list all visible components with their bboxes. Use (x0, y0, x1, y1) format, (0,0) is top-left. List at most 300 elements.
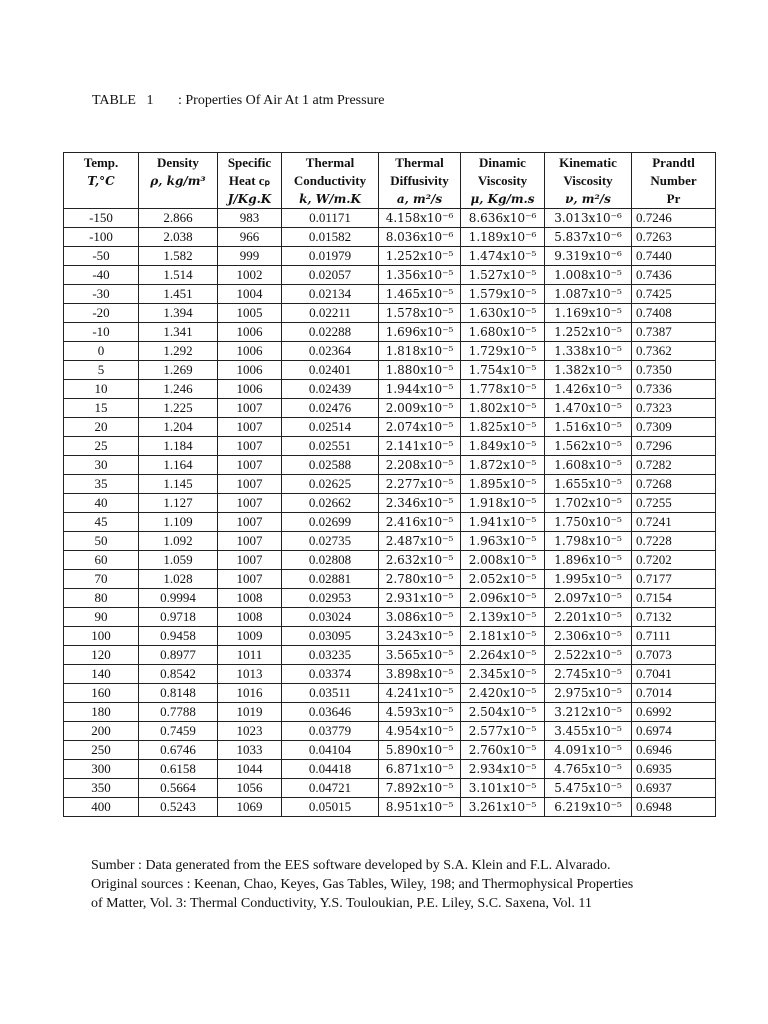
table-row (64, 285, 716, 304)
table-cell: 0.02401 (282, 361, 379, 380)
table-cell: 1.225 (139, 399, 218, 418)
table-cell: 1.696x10⁻⁵ (379, 323, 461, 342)
table-cell: 1008 (218, 608, 282, 627)
table-cell: 0.04104 (282, 741, 379, 760)
table-row (64, 399, 716, 418)
table-cell: 1.963x10⁻⁵ (461, 532, 545, 551)
table-row (64, 608, 716, 627)
header-line: Dinamic (479, 155, 526, 170)
table-row (64, 418, 716, 437)
table-cell: -50 (64, 247, 139, 266)
table-cell: 1007 (218, 494, 282, 513)
header-line: Conductivity (293, 173, 367, 188)
table-cell: 0.7132 (632, 608, 716, 627)
table-cell: 2.420x10⁻⁵ (461, 684, 545, 703)
table-cell: 0.9718 (139, 608, 218, 627)
table-cell: 0.6937 (632, 779, 716, 798)
table-cell: 0.5664 (139, 779, 218, 798)
table-cell: 0.02662 (282, 494, 379, 513)
table-cell: 1.895x10⁻⁵ (461, 475, 545, 494)
table-row (64, 475, 716, 494)
table-cell: 0.7408 (632, 304, 716, 323)
table-cell: 0.03235 (282, 646, 379, 665)
table-cell: 0.7268 (632, 475, 716, 494)
column-header (218, 153, 282, 209)
table-cell: 1.292 (139, 342, 218, 361)
table-cell: 999 (218, 247, 282, 266)
table-cell: 0.8148 (139, 684, 218, 703)
note-line: Original sources : Keenan, Chao, Keyes, Gas Tables, Wiley, 198; and Thermophysical Properties (91, 877, 634, 892)
table-cell: 300 (64, 760, 139, 779)
table-cell: 1.470x10⁻⁵ (545, 399, 632, 418)
table-cell: 3.013x10⁻⁶ (545, 209, 632, 228)
table-row (64, 304, 716, 323)
table-row (64, 627, 716, 646)
table-cell: 3.455x10⁻⁵ (545, 722, 632, 741)
table-cell: 6.871x10⁻⁵ (379, 760, 461, 779)
header-line: Thermal (395, 155, 444, 170)
table-cell: 20 (64, 418, 139, 437)
table-cell: 0.7788 (139, 703, 218, 722)
table-cell: 1.630x10⁻⁵ (461, 304, 545, 323)
table-cell: 2.201x10⁻⁵ (545, 608, 632, 627)
table-cell: 0.02364 (282, 342, 379, 361)
table-cell: -40 (64, 266, 139, 285)
table-cell: 1.655x10⁻⁵ (545, 475, 632, 494)
table-cell: 2.141x10⁻⁵ (379, 437, 461, 456)
table-cell: 0.02134 (282, 285, 379, 304)
table-cell: 5.837x10⁻⁶ (545, 228, 632, 247)
header-line: Thermal (305, 155, 355, 170)
table-cell: 1.059 (139, 551, 218, 570)
header-line: Viscosity (477, 173, 528, 188)
table-cell: 1.252x10⁻⁵ (379, 247, 461, 266)
table-cell: 1023 (218, 722, 282, 741)
table-cell: 25 (64, 437, 139, 456)
table-cell: 0.6948 (632, 798, 716, 817)
table-cell: 1.562x10⁻⁵ (545, 437, 632, 456)
table-cell: 10 (64, 380, 139, 399)
table-row (64, 228, 716, 247)
column-header (139, 153, 218, 209)
table-cell: 0.03095 (282, 627, 379, 646)
table-cell: 0.7014 (632, 684, 716, 703)
table-cell: 15 (64, 399, 139, 418)
table-cell: 4.954x10⁻⁵ (379, 722, 461, 741)
table-cell: 2.866 (139, 209, 218, 228)
table-cell: 7.892x10⁻⁵ (379, 779, 461, 798)
table-cell: 1.145 (139, 475, 218, 494)
table-cell: 0.02211 (282, 304, 379, 323)
header-line: a, m²/s (396, 192, 443, 206)
table-cell: 1.127 (139, 494, 218, 513)
table-cell: 2.760x10⁻⁵ (461, 741, 545, 760)
table-cell: 4.158x10⁻⁶ (379, 209, 461, 228)
table-cell: 2.074x10⁻⁵ (379, 418, 461, 437)
table-cell: 1.849x10⁻⁵ (461, 437, 545, 456)
header-line: J/Kg.K (227, 192, 272, 206)
table-cell: 0.02588 (282, 456, 379, 475)
table-cell: 2.780x10⁻⁵ (379, 570, 461, 589)
table-cell: 1.825x10⁻⁵ (461, 418, 545, 437)
table-cell: 3.261x10⁻⁵ (461, 798, 545, 817)
table-cell: 0.02551 (282, 437, 379, 456)
table-cell: 1.426x10⁻⁵ (545, 380, 632, 399)
table-cell: 5.890x10⁻⁵ (379, 741, 461, 760)
source-notes (91, 856, 731, 913)
table-cell: 0.02476 (282, 399, 379, 418)
table-cell: 1.872x10⁻⁵ (461, 456, 545, 475)
table-cell: 1006 (218, 380, 282, 399)
table-cell: 0.7387 (632, 323, 716, 342)
table-cell: 2.345x10⁻⁵ (461, 665, 545, 684)
header-line: Kinematic (559, 155, 617, 170)
table-cell: 1.802x10⁻⁵ (461, 399, 545, 418)
table-cell: 0.02288 (282, 323, 379, 342)
table-cell: 2.008x10⁻⁵ (461, 551, 545, 570)
table-cell: 1033 (218, 741, 282, 760)
column-header (282, 153, 379, 209)
note-line: of Matter, Vol. 3: Thermal Conductivity, Y.S. Touloukian, P.E. Liley, S.C. Saxena, Vol. 11 (91, 896, 592, 911)
header-line: Prandtl (652, 155, 695, 170)
table-cell: 0.6974 (632, 722, 716, 741)
table-cell: 0.7228 (632, 532, 716, 551)
table-cell: 3.212x10⁻⁵ (545, 703, 632, 722)
table-cell: 1.008x10⁻⁵ (545, 266, 632, 285)
table-cell: 4.241x10⁻⁵ (379, 684, 461, 703)
column-header (545, 153, 632, 209)
table-cell: 120 (64, 646, 139, 665)
table-cell: 0.02514 (282, 418, 379, 437)
table-cell: 983 (218, 209, 282, 228)
table-cell: 1.944x10⁻⁵ (379, 380, 461, 399)
table-cell: 0.9458 (139, 627, 218, 646)
table-cell: 70 (64, 570, 139, 589)
table-cell: 1019 (218, 703, 282, 722)
header-line: Specific (227, 155, 272, 170)
table-cell: 0.03374 (282, 665, 379, 684)
table-cell: 1007 (218, 418, 282, 437)
table-cell: 1.252x10⁻⁵ (545, 323, 632, 342)
table-row (64, 361, 716, 380)
table-cell: 1.087x10⁻⁵ (545, 285, 632, 304)
table-cell: 1011 (218, 646, 282, 665)
table-cell: 1007 (218, 437, 282, 456)
note-line: Sumber : Data generated from the EES software developed by S.A. Klein and F.L. Alvarado. (91, 858, 611, 873)
table-cell: 8.636x10⁻⁶ (461, 209, 545, 228)
header-line: Diffusivity (390, 173, 449, 188)
table-cell: 1.246 (139, 380, 218, 399)
table-cell: 0.02439 (282, 380, 379, 399)
table-cell: 200 (64, 722, 139, 741)
table-cell: 60 (64, 551, 139, 570)
table-cell: 2.416x10⁻⁵ (379, 513, 461, 532)
table-cell: 3.565x10⁻⁵ (379, 646, 461, 665)
table-cell: 0.6946 (632, 741, 716, 760)
table-caption: TABLE 1 : Properties Of Air At 1 atm Pressure (92, 93, 385, 108)
table-cell: 1006 (218, 342, 282, 361)
table-cell: 2.931x10⁻⁵ (379, 589, 461, 608)
table-cell: 1.608x10⁻⁵ (545, 456, 632, 475)
table-cell: 3.086x10⁻⁵ (379, 608, 461, 627)
table-cell: 1.798x10⁻⁵ (545, 532, 632, 551)
table-cell: 3.243x10⁻⁵ (379, 627, 461, 646)
table-row (64, 437, 716, 456)
table-cell: 1.750x10⁻⁵ (545, 513, 632, 532)
table-cell: 0.7041 (632, 665, 716, 684)
table-cell: 1.394 (139, 304, 218, 323)
table-cell: 1016 (218, 684, 282, 703)
header-line: Pr (666, 191, 681, 206)
column-header (379, 153, 461, 209)
table-cell: 8.951x10⁻⁵ (379, 798, 461, 817)
table-cell: 1.527x10⁻⁵ (461, 266, 545, 285)
table-cell: 160 (64, 684, 139, 703)
table-cell: 180 (64, 703, 139, 722)
table-cell: 4.765x10⁻⁵ (545, 760, 632, 779)
table-row (64, 323, 716, 342)
table-cell: 1002 (218, 266, 282, 285)
table-cell: 1.680x10⁻⁵ (461, 323, 545, 342)
table-cell: 1044 (218, 760, 282, 779)
table-cell: 3.101x10⁻⁵ (461, 779, 545, 798)
table-cell: 0.02953 (282, 589, 379, 608)
table-cell: 30 (64, 456, 139, 475)
table-cell: 0.7350 (632, 361, 716, 380)
header-line: ρ, kg/m³ (150, 174, 206, 188)
table-cell: 0.8542 (139, 665, 218, 684)
table-cell: 0.02699 (282, 513, 379, 532)
table-cell: 1007 (218, 513, 282, 532)
table-row (64, 494, 716, 513)
table-cell: 8.036x10⁻⁶ (379, 228, 461, 247)
table-row (64, 570, 716, 589)
header-line: Heat cₚ (228, 173, 271, 188)
table-cell: 1.896x10⁻⁵ (545, 551, 632, 570)
table-cell: 1069 (218, 798, 282, 817)
table-cell: 0.02735 (282, 532, 379, 551)
table-cell: 0.05015 (282, 798, 379, 817)
table-cell: 1.356x10⁻⁵ (379, 266, 461, 285)
table-cell: 1.184 (139, 437, 218, 456)
table-cell: 1.382x10⁻⁵ (545, 361, 632, 380)
column-header (461, 153, 545, 209)
table-cell: 966 (218, 228, 282, 247)
table-cell: 1.189x10⁻⁶ (461, 228, 545, 247)
table-cell: 0.7309 (632, 418, 716, 437)
header-line: Temp. (83, 155, 119, 170)
table-cell: 1.579x10⁻⁵ (461, 285, 545, 304)
table-cell: 0.7154 (632, 589, 716, 608)
header-line: Density (157, 155, 199, 170)
header-line: μ, Kg/m.s (470, 192, 535, 206)
table-cell: 5.475x10⁻⁵ (545, 779, 632, 798)
table-cell: 0.03511 (282, 684, 379, 703)
table-cell: 1.204 (139, 418, 218, 437)
table-cell: 1.169x10⁻⁵ (545, 304, 632, 323)
table-cell: 0.01979 (282, 247, 379, 266)
table-cell: 2.097x10⁻⁵ (545, 589, 632, 608)
table-row (64, 646, 716, 665)
table-cell: 4.091x10⁻⁵ (545, 741, 632, 760)
table-cell: 0.9994 (139, 589, 218, 608)
column-header (632, 153, 716, 209)
table-cell: 6.219x10⁻⁵ (545, 798, 632, 817)
table-cell: 0.6992 (632, 703, 716, 722)
table-cell: 2.009x10⁻⁵ (379, 399, 461, 418)
table-cell: 1.164 (139, 456, 218, 475)
table-cell: 0.7241 (632, 513, 716, 532)
table-cell: -20 (64, 304, 139, 323)
table-cell: 0.7263 (632, 228, 716, 247)
table-cell: 0.7436 (632, 266, 716, 285)
table-cell: 1007 (218, 475, 282, 494)
table-cell: 2.038 (139, 228, 218, 247)
table-cell: 0.02881 (282, 570, 379, 589)
table-cell: 1.341 (139, 323, 218, 342)
table-cell: 45 (64, 513, 139, 532)
table-body (64, 209, 716, 817)
header-line: ν, m²/s (565, 192, 611, 206)
table-cell: 2.487x10⁻⁵ (379, 532, 461, 551)
table-row (64, 760, 716, 779)
table-cell: 100 (64, 627, 139, 646)
table-cell: 1007 (218, 532, 282, 551)
table-row (64, 456, 716, 475)
table-cell: 1.754x10⁻⁵ (461, 361, 545, 380)
column-header (64, 153, 139, 209)
table-cell: 0.7336 (632, 380, 716, 399)
table-cell: 2.096x10⁻⁵ (461, 589, 545, 608)
table-cell: -10 (64, 323, 139, 342)
table-cell: 0.7459 (139, 722, 218, 741)
table-cell: 2.522x10⁻⁵ (545, 646, 632, 665)
table-cell: 1.474x10⁻⁵ (461, 247, 545, 266)
table-cell: 1.028 (139, 570, 218, 589)
table-cell: 2.139x10⁻⁵ (461, 608, 545, 627)
table-cell: 250 (64, 741, 139, 760)
table-cell: 0.03779 (282, 722, 379, 741)
table-cell: -30 (64, 285, 139, 304)
table-cell: 0.7323 (632, 399, 716, 418)
table-cell: 1007 (218, 399, 282, 418)
table-cell: 2.577x10⁻⁵ (461, 722, 545, 741)
table-cell: 40 (64, 494, 139, 513)
table-cell: -150 (64, 209, 139, 228)
table-row (64, 798, 716, 817)
table-cell: 2.632x10⁻⁵ (379, 551, 461, 570)
table-cell: 0.02057 (282, 266, 379, 285)
table-row (64, 551, 716, 570)
table-cell: 0.7440 (632, 247, 716, 266)
table-cell: 1.092 (139, 532, 218, 551)
table-cell: 50 (64, 532, 139, 551)
table-cell: 0.7073 (632, 646, 716, 665)
table-cell: 1006 (218, 361, 282, 380)
table-cell: 1.269 (139, 361, 218, 380)
table-cell: 0.04721 (282, 779, 379, 798)
table-row (64, 266, 716, 285)
table-cell: 1.109 (139, 513, 218, 532)
header-row (64, 153, 716, 209)
table-cell: 1.338x10⁻⁵ (545, 342, 632, 361)
table-cell: 1007 (218, 551, 282, 570)
table-cell: 1.516x10⁻⁵ (545, 418, 632, 437)
table-cell: 1.995x10⁻⁵ (545, 570, 632, 589)
table-cell: 0.8977 (139, 646, 218, 665)
table-cell: 1005 (218, 304, 282, 323)
table-cell: 1056 (218, 779, 282, 798)
table-row (64, 779, 716, 798)
table-cell: 0.6935 (632, 760, 716, 779)
header-line: Viscosity (563, 173, 613, 188)
table-cell: 0.03024 (282, 608, 379, 627)
header-line: T,°C (87, 174, 115, 188)
table-cell: 1.880x10⁻⁵ (379, 361, 461, 380)
table-cell: 400 (64, 798, 139, 817)
table-cell: 2.504x10⁻⁵ (461, 703, 545, 722)
table-cell: 1013 (218, 665, 282, 684)
table-cell: 1004 (218, 285, 282, 304)
table-cell: 1.465x10⁻⁵ (379, 285, 461, 304)
table-cell: 1.778x10⁻⁵ (461, 380, 545, 399)
table-cell: 0.7202 (632, 551, 716, 570)
table-cell: 2.052x10⁻⁵ (461, 570, 545, 589)
table-cell: 90 (64, 608, 139, 627)
table-cell: 5 (64, 361, 139, 380)
table-cell: 2.745x10⁻⁵ (545, 665, 632, 684)
table-cell: 0.5243 (139, 798, 218, 817)
table-cell: 0.01171 (282, 209, 379, 228)
table-row (64, 209, 716, 228)
table-cell: 1.818x10⁻⁵ (379, 342, 461, 361)
table-cell: 4.593x10⁻⁵ (379, 703, 461, 722)
header-line: k, W/m.K (299, 192, 361, 206)
table-cell: 0.7296 (632, 437, 716, 456)
air-properties-table (63, 152, 716, 817)
table-cell: 0.7282 (632, 456, 716, 475)
table-cell: 2.306x10⁻⁵ (545, 627, 632, 646)
table-cell: 1008 (218, 589, 282, 608)
table-cell: 1007 (218, 570, 282, 589)
table-row (64, 589, 716, 608)
table-cell: 0.6158 (139, 760, 218, 779)
table-cell: 350 (64, 779, 139, 798)
table-cell: 1.941x10⁻⁵ (461, 513, 545, 532)
table-cell: 1.918x10⁻⁵ (461, 494, 545, 513)
table-cell: -100 (64, 228, 139, 247)
table-cell: 1007 (218, 456, 282, 475)
table-row (64, 380, 716, 399)
table-cell: 2.975x10⁻⁵ (545, 684, 632, 703)
table-cell: 0.6746 (139, 741, 218, 760)
table-row (64, 722, 716, 741)
table-cell: 9.319x10⁻⁶ (545, 247, 632, 266)
table-cell: 1006 (218, 323, 282, 342)
table-cell: 0.7425 (632, 285, 716, 304)
table-row (64, 247, 716, 266)
table-cell: 0.7111 (632, 627, 716, 646)
table-cell: 80 (64, 589, 139, 608)
table-cell: 0.7177 (632, 570, 716, 589)
table-cell: 35 (64, 475, 139, 494)
table-row (64, 665, 716, 684)
table-cell: 0.7255 (632, 494, 716, 513)
table-cell: 0.02625 (282, 475, 379, 494)
table-cell: 2.277x10⁻⁵ (379, 475, 461, 494)
table-row (64, 532, 716, 551)
table-cell: 1.702x10⁻⁵ (545, 494, 632, 513)
